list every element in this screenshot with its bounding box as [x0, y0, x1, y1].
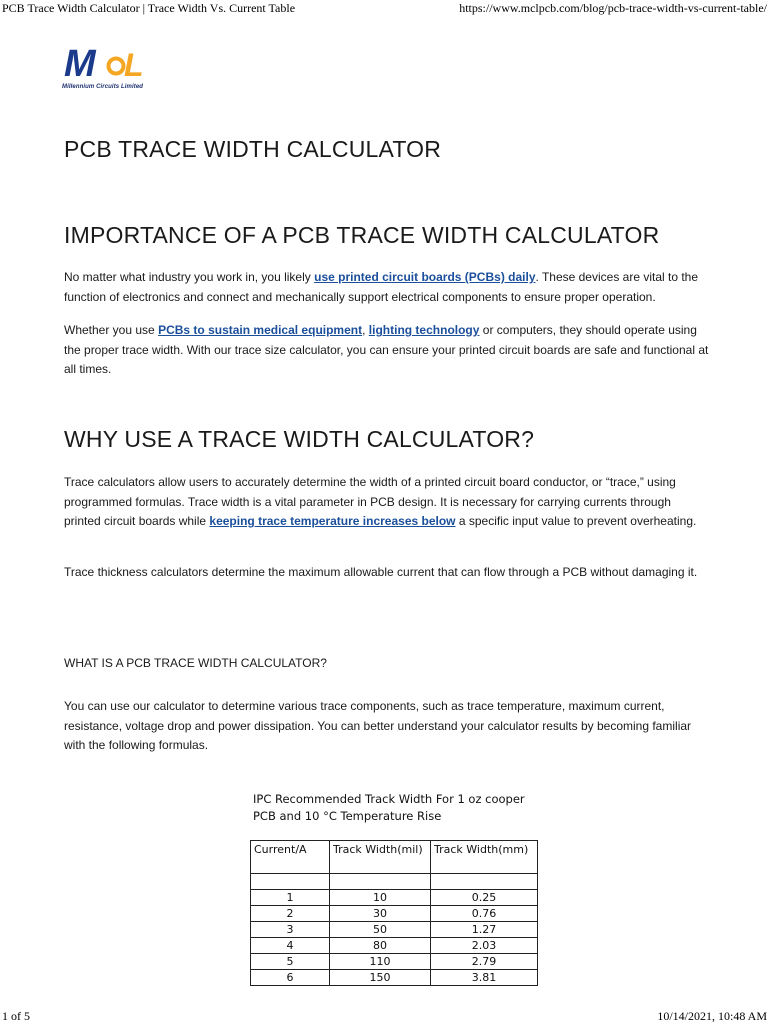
cell-current: 1: [251, 890, 330, 906]
table-spacer-cell: [330, 874, 431, 890]
cell-current: 6: [251, 970, 330, 986]
print-footer: [0, 1009, 768, 1025]
heading-importance: IMPORTANCE OF A PCB TRACE WIDTH CALCULATOR: [64, 222, 660, 248]
table-header-row: [251, 841, 538, 874]
ipc-track-width-table: [250, 840, 538, 986]
text: a specific input value to prevent overheating.: [455, 514, 697, 528]
page-url: https://www.mclpcb.com/blog/pcb-trace-width-vs-current-table/: [459, 1, 767, 15]
cell-width-mm: 0.76: [431, 906, 538, 922]
page-title: PCB Trace Width Calculator | Trace Width Vs. Current Table: [2, 1, 296, 15]
cell-current: 5: [251, 954, 330, 970]
table-row: [251, 970, 538, 986]
svg-text:L: L: [124, 47, 144, 83]
paragraph-medical: [64, 321, 710, 380]
text: Trace calculators allow users to accurately determine the width of a printed circuit board conductor, or “trace,” using programmed formulas. Trace width is a vital parameter in PCB design. It is necessary for carrying currents through printed circuit boards while: [64, 475, 676, 528]
link-use-pcbs-daily[interactable]: use printed circuit boards (PCBs) daily: [314, 270, 536, 284]
caption-line-1: IPC Recommended Track Width For 1 oz cooper: [253, 792, 525, 806]
paragraph-trace-calculators: [64, 473, 710, 532]
cell-width-mil: 30: [330, 906, 431, 922]
table-spacer-cell: [251, 874, 330, 890]
header-width-mil: Track Width(mil): [330, 841, 431, 874]
table-row: [251, 890, 538, 906]
cell-width-mil: 80: [330, 938, 431, 954]
link-trace-temperature[interactable]: keeping trace temperature increases below: [209, 514, 456, 528]
paragraph-calculator-use: You can use our calculator to determine various trace components, such as trace temperature, maximum current, resistance, voltage drop and power dissipation. You can better understand your calculator results by becoming familiar with the following formulas.: [64, 699, 692, 752]
table-row: [251, 922, 538, 938]
text: or computers, they should operate using the proper trace width. With our trace size calculator, you can ensure your printed circuit boards are safe and functional at all times.: [64, 323, 709, 376]
cell-width-mil: 110: [330, 954, 431, 970]
page-number: 1 of 5: [2, 1009, 30, 1023]
paragraph-thickness: Trace thickness calculators determine the maximum allowable current that can flow through a PCB without damaging it.: [64, 565, 698, 579]
cell-width-mm: 2.03: [431, 938, 538, 954]
table-row: [251, 906, 538, 922]
text: Whether you use: [64, 323, 159, 337]
cell-width-mil: 150: [330, 970, 431, 986]
cell-current: 3: [251, 922, 330, 938]
table-row: [251, 874, 538, 890]
cell-current: 2: [251, 906, 330, 922]
text: No matter what industry you work in, you likely: [64, 270, 315, 284]
caption-line-2: PCB and 10 °C Temperature Rise: [253, 809, 442, 823]
cell-width-mm: 2.79: [431, 954, 538, 970]
header-width-mm: Track Width(mm): [431, 841, 538, 874]
table-row: [251, 954, 538, 970]
mcl-logo-mark: [62, 42, 158, 84]
heading-why: WHY USE A TRACE WIDTH CALCULATOR?: [64, 426, 535, 452]
table-row: [251, 938, 538, 954]
text: ,: [362, 323, 369, 337]
print-datetime: 10/14/2021, 10:48 AM: [657, 1009, 767, 1023]
cell-width-mm: 3.81: [431, 970, 538, 986]
link-lighting-technology[interactable]: lighting technology: [368, 323, 480, 337]
article-title: PCB TRACE WIDTH CALCULATOR: [64, 136, 442, 162]
heading-what: WHAT IS A PCB TRACE WIDTH CALCULATOR?: [64, 656, 327, 670]
mcl-logo[interactable]: [62, 42, 158, 98]
cell-width-mm: 0.25: [431, 890, 538, 906]
text: . These devices are vital to the function of electronics and connect and mechanically support electrical components to ensure proper operation.: [64, 270, 699, 304]
link-medical-equipment[interactable]: PCBs to sustain medical equipment: [158, 323, 363, 337]
logo-subtitle: Millennium Circuits Limited: [62, 84, 144, 90]
svg-text:M: M: [64, 43, 93, 84]
header-current: Current/A: [251, 841, 330, 874]
print-header: [0, 1, 768, 17]
paragraph-industry: [64, 268, 710, 307]
table-spacer-cell: [431, 874, 538, 890]
cell-current: 4: [251, 938, 330, 954]
cell-width-mm: 1.27: [431, 922, 538, 938]
cell-width-mil: 50: [330, 922, 431, 938]
ipc-table-caption: [253, 791, 553, 825]
cell-width-mil: 10: [330, 890, 431, 906]
